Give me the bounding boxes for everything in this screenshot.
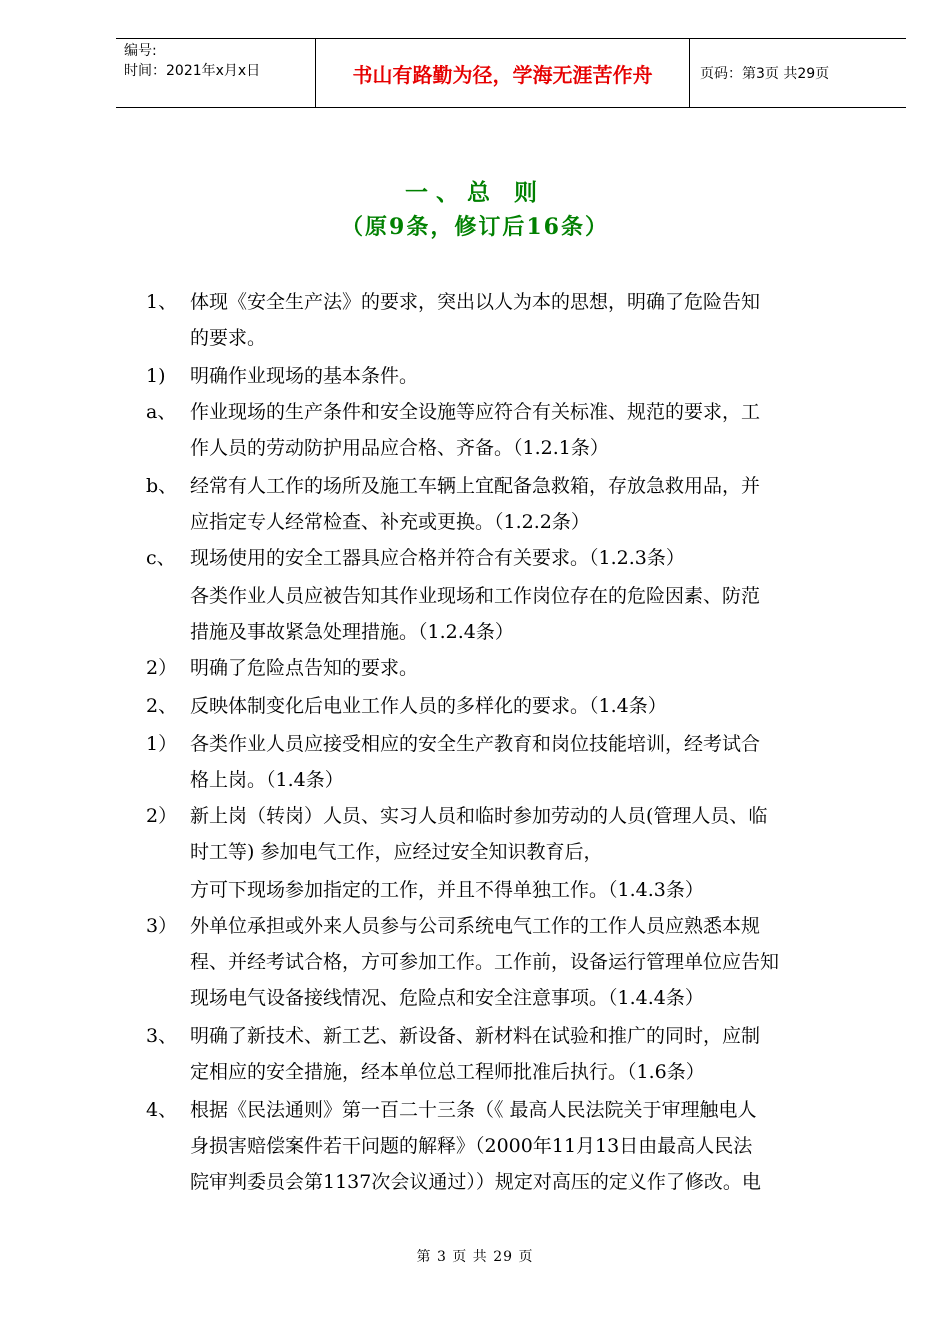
body-line: 应指定专人经常检查、补充或更换。（1.2.2条） bbox=[190, 511, 590, 533]
body-line: 各类作业人员应被告知其作业现场和工作岗位存在的危险因素、防范 bbox=[190, 585, 761, 607]
body-line: 时工等) 参加电气工作，应经过安全知识教育后， bbox=[190, 841, 603, 863]
section-subtitle: （原9条，修订后16条） bbox=[341, 214, 609, 240]
body-line: 现场使用的安全工器具应合格并符合有关要求。（1.2.3条） bbox=[190, 547, 685, 569]
item-number: 4、 bbox=[146, 1099, 178, 1121]
item-number: a、 bbox=[146, 401, 177, 423]
item-number: 2） bbox=[146, 805, 178, 827]
body-line: 的要求。 bbox=[190, 327, 267, 349]
serial-label: 编号: bbox=[124, 43, 157, 59]
body-line: 各类作业人员应接受相应的安全生产教育和岗位技能培训，经考试合 bbox=[190, 733, 761, 755]
item-number: 2、 bbox=[146, 695, 178, 717]
body-line: 作人员的劳动防护用品应合格、齐备。（1.2.1条） bbox=[190, 437, 609, 459]
body-line: 方可下现场参加指定的工作，并且不得单独工作。（1.4.3条） bbox=[190, 879, 704, 901]
header-meta bbox=[116, 39, 316, 107]
body-line: 措施及事故紧急处理措施。（1.2.4条） bbox=[190, 621, 514, 643]
time-label: 时间：2021年x月x日 bbox=[124, 63, 261, 79]
item-number: c、 bbox=[146, 547, 176, 569]
body-line: 明确作业现场的基本条件。 bbox=[190, 365, 419, 387]
body-line: 院审判委员会第1137次会议通过））规定对高压的定义作了修改。电 bbox=[190, 1171, 761, 1193]
header-table bbox=[116, 38, 906, 108]
item-number: 1、 bbox=[146, 291, 178, 313]
body-line: 根据《民法通则》第一百二十三条（《 最高人民法院关于审理触电人 bbox=[190, 1099, 757, 1121]
body-line: 定相应的安全措施，经本单位总工程师批准后执行。（1.6条） bbox=[190, 1061, 705, 1083]
body-line: 经常有人工作的场所及施工车辆上宜配备急救箱，存放急救用品，并 bbox=[190, 475, 761, 497]
header-motto: 书山有路勤为径，学海无涯苦作舟 bbox=[316, 39, 690, 107]
body-line: 新上岗（转岗）人员、实习人员和临时参加劳动的人员(管理人员、临 bbox=[190, 805, 768, 827]
item-number: 3） bbox=[146, 915, 178, 937]
item-number: 3、 bbox=[146, 1025, 178, 1047]
item-number: 2） bbox=[146, 657, 178, 679]
page-footer: 第 3 页 共 29 页 bbox=[416, 1249, 534, 1265]
body-line: 明确了危险点告知的要求。 bbox=[190, 657, 419, 679]
body-line: 反映体制变化后电业工作人员的多样化的要求。（1.4条） bbox=[190, 695, 667, 717]
item-number: b、 bbox=[146, 475, 178, 497]
body-line: 现场电气设备接线情况、危险点和安全注意事项。（1.4.4条） bbox=[190, 987, 704, 1009]
body-line: 体现《安全生产法》的要求，突出以人为本的思想，明确了危险告知 bbox=[190, 291, 761, 313]
body-line: 身损害赔偿案件若干问题的解释》（2000年11月13日由最高人民法 bbox=[190, 1135, 753, 1157]
body-line: 格上岗。（1.4条） bbox=[190, 769, 344, 791]
body-line: 作业现场的生产条件和安全设施等应符合有关标准、规范的要求，工 bbox=[190, 401, 761, 423]
header-page-info: 页码：第3页 共29页 bbox=[700, 66, 830, 82]
body-line: 外单位承担或外来人员参与公司系统电气工作的工作人员应熟悉本规 bbox=[190, 915, 761, 937]
item-number: 1） bbox=[146, 733, 178, 755]
item-number: 1) bbox=[146, 365, 166, 387]
body-line: 明确了新技术、新工艺、新设备、新材料在试验和推广的同时，应制 bbox=[190, 1025, 761, 1047]
section-title: 一、总 则 bbox=[404, 179, 545, 206]
body-line: 程、并经考试合格，方可参加工作。工作前，设备运行管理单位应告知 bbox=[190, 951, 780, 973]
